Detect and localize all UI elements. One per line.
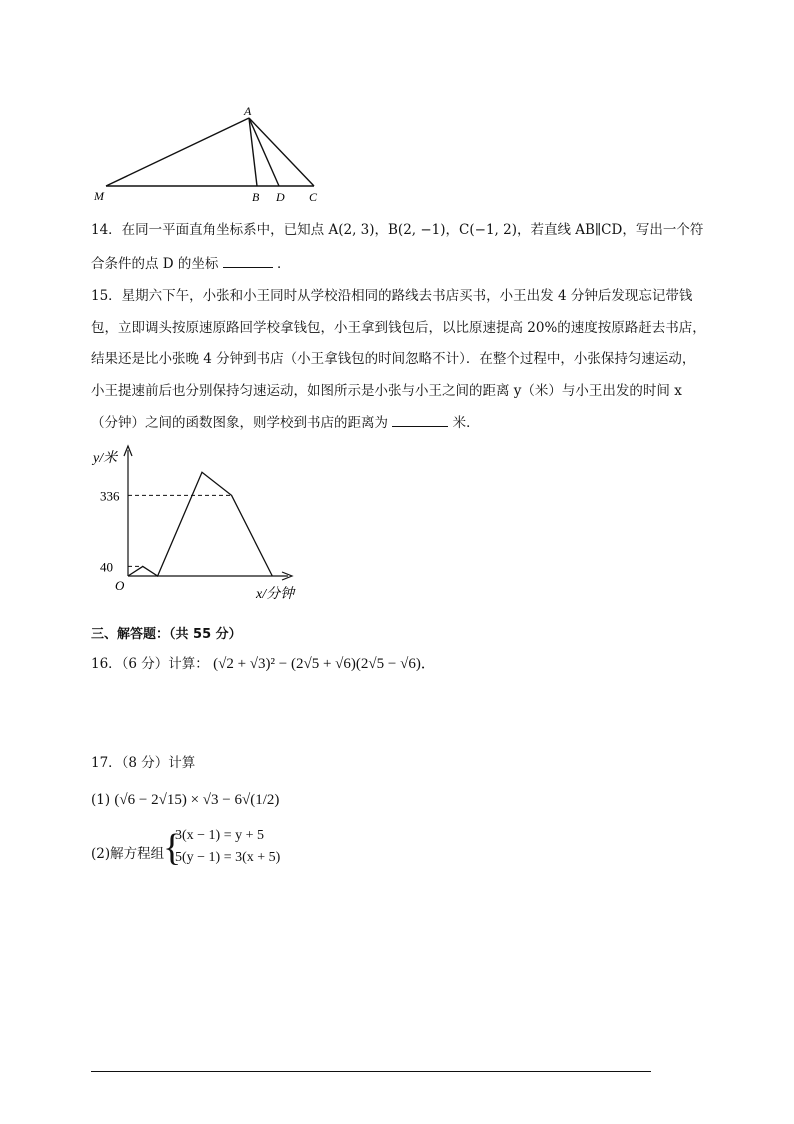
q14-text-line2-post: ．	[277, 256, 291, 272]
q17-equation-1: 3(x − 1) = y + 5	[175, 828, 265, 843]
q14-line1	[91, 220, 703, 240]
label-B: B	[252, 190, 260, 204]
q15-text-3: 结果还是比小张晚 4 分钟到书店（小王拿钱包的时间忽略不计）．在整个过程中，小张保持匀速运动，	[91, 351, 696, 367]
label-M: M	[94, 189, 104, 203]
q16-line	[91, 654, 436, 674]
q15-line1	[91, 286, 692, 306]
triangle-figure	[90, 100, 340, 210]
q15-text-5-post: 米．	[452, 415, 480, 431]
y-axis-label: y/米	[93, 451, 118, 466]
q17-part2-label: (2)解方程组	[91, 846, 165, 862]
q15-text-4: 小王提速前后也分别保持匀速运动，如图所示是小张与小王之间的距离 y（米）与小王出发的时间 x	[91, 383, 682, 399]
q14-line2	[91, 253, 291, 274]
section-title: 三、解答题：（共 55 分）	[91, 627, 242, 642]
q17-title: 17．（8 分）计算	[91, 755, 196, 771]
q16-expression: (√2 + √3)² − (2√5 + √6)(2√5 − √6)．	[213, 656, 436, 672]
q15-line5	[91, 412, 480, 433]
q15-text-1: 15．星期六下午，小张和小王同时从学校沿相同的路线去书店买书，小王出发 4 分钟后发现忘记带钱	[91, 288, 693, 304]
label-A: A	[244, 104, 252, 118]
q15-text-2: 包，立即调头按原速原路回学校拿钱包，小王拿到钱包后，以比原速提高 20%的速度按原路赶去书店，	[91, 320, 706, 336]
q17-part1	[91, 790, 279, 810]
footer-rule	[91, 1071, 651, 1072]
x-axis-label: x/分钟	[256, 587, 295, 602]
segment-MA	[106, 118, 249, 186]
q14-answer-blank[interactable]	[223, 253, 273, 268]
label-C: C	[309, 190, 318, 204]
q15-line4	[91, 381, 682, 401]
label-D: D	[276, 190, 285, 204]
y-tick-label-336: 336	[100, 488, 120, 504]
q17-part1-expression: (√6 − 2√15) × √3 − 6√(1/2)	[114, 792, 280, 808]
segment-AC	[249, 118, 314, 186]
q17-equation-2: 5(y − 1) = 3(x + 5)	[175, 850, 281, 865]
q14-text-line2-pre: 合条件的点 D 的坐标	[91, 256, 219, 272]
q14-text-line1: 14．在同一平面直角坐标系中，已知点 A(2, 3)，B(2, −1)，C(−1, 2)，若直线 AB∥CD，写出一个符	[91, 222, 704, 238]
q15-line2	[91, 318, 706, 338]
y-tick-label-40: 40	[100, 559, 113, 575]
q16-label: 16．（6 分）计算：	[91, 656, 209, 672]
q15-text-5-pre: （分钟）之间的函数图象，则学校到书店的距离为	[91, 415, 388, 431]
distance-time-chart	[88, 440, 318, 610]
q17-label	[91, 753, 195, 773]
q17-part2	[91, 828, 351, 874]
q15-answer-blank[interactable]	[392, 412, 448, 427]
q15-line3	[91, 349, 695, 369]
q17-brace: {	[163, 827, 182, 869]
origin-label: O	[115, 578, 125, 593]
series-line	[128, 472, 272, 576]
q17-part1-label: (1)	[91, 792, 111, 808]
